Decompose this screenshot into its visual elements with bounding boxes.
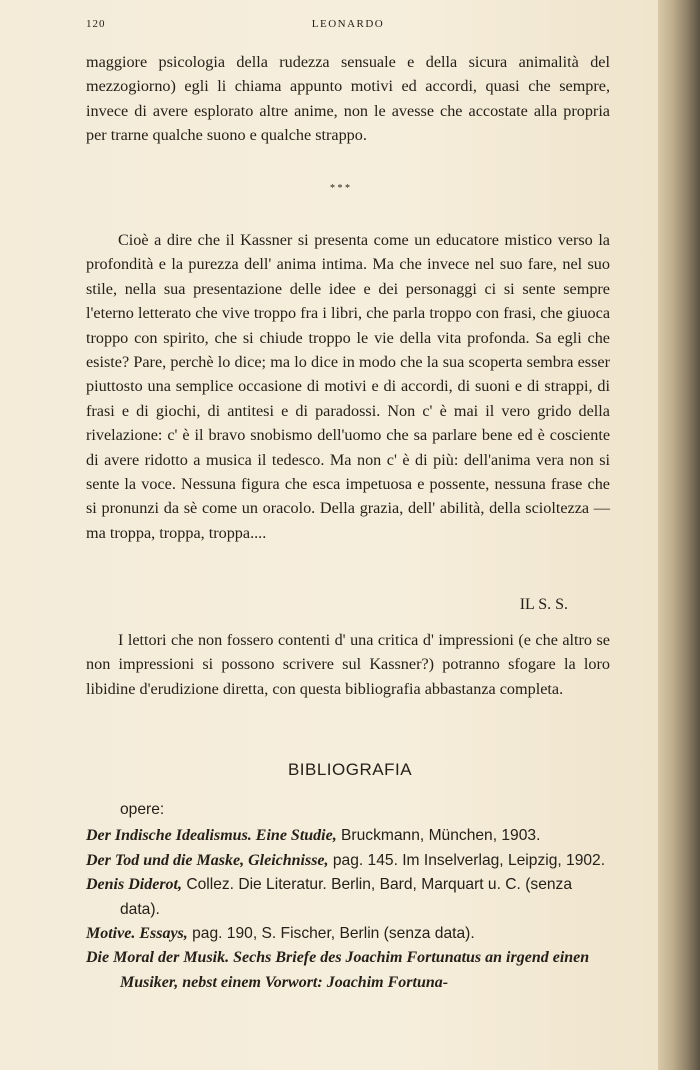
entry-details: pag. 190, S. Fischer, Berlin (senza data).: [187, 925, 475, 943]
paragraph-3: [86, 628, 610, 701]
author-signature: IL S. S.: [519, 596, 568, 613]
paragraph-1-text: maggiore psicologia della rudezza sensuale e della sicura animalità del mezzogiorno) egli li chiama appunto motivi ed accordi, quasi che sempre, invece di avere esplorato altre anime, non le avesse che accostate alla propria per trarne qualche suono e qualche strappo.: [86, 53, 610, 145]
paragraph-2-text: Cioè a dire che il Kassner si presenta come un educatore mistico verso la profondità e la purezza dell' anima intima. Ma che invece nel suo fare, nel suo stile, nella sua presentazione delle idee e dei personaggi ci si sente sempre l'eterno letterato che vive troppo fra i libri, che parla troppo con frasi, che giuoca troppo con spirito, che si chiude troppo le vie della vita profonda. Sa egli che esiste? Pare, perchè lo dice; ma lo dice in modo che la sua scoperta sembra esser piuttosto una semplice occasione di motivi e di accordi, di suoni e di strappi, di frasi e di giochi, di antitesi e di paradossi. Non c' è mai il vero grido della rivelazione: c' è il bravo snobismo dell'uomo che sa parlare bene ed è cosciente di avere ridotto a musica il tedesco. Ma non c' è di più: dell'anima vera non si sente la voce. Nessuna figura che esca impetuosa e possente, nessuna frase che si pronunzi da sè come un oracolo. Della grazia, dell' abilità, della scioltezza — ma troppa, troppa, troppa....: [86, 231, 610, 542]
page-number: 120: [86, 18, 106, 30]
entry-details: Bruckmann, München, 1903.: [336, 827, 541, 845]
bibliography-entry: [86, 873, 610, 922]
bibliography-subheading: opere:: [120, 801, 165, 818]
bibliography-entry: [86, 922, 610, 946]
entry-title: Der Indische Idealismus. Eine Studie,: [86, 827, 337, 845]
paragraph-1: [86, 50, 610, 148]
entry-title: Die Moral der Musik. Sechs Briefe des Joachim Fortunatus an irgend einen Musiker, nebst einem Vorwort: Joachim Fortuna-: [86, 949, 590, 991]
paragraph-3-text: I lettori che non fossero contenti d' una critica d' impressioni (e che altro se non impressioni si possono scrivere sul Kassner?) potranno sfogare la loro libidine d'erudizione diretta, con questa bibliografia abbastanza completa.: [86, 631, 610, 698]
section-separator: * * *: [330, 183, 350, 194]
bibliography-title: BIBLIOGRAFIA: [287, 760, 413, 779]
entry-title: Der Tod und die Maske, Gleichnisse,: [86, 851, 329, 869]
entry-title: Denis Diderot,: [86, 876, 182, 894]
bibliography-entry: [86, 824, 610, 848]
page-header: [86, 18, 610, 38]
entry-title: Motive. Essays,: [86, 925, 188, 943]
paragraph-2: [86, 228, 610, 545]
bibliography-entry: [86, 849, 610, 873]
page-edge: [658, 0, 700, 1070]
entry-details: pag. 145. Im Inselverlag, Leipzig, 1902.: [328, 851, 606, 869]
bibliography-entry: [86, 946, 610, 995]
bibliography-list: [86, 798, 610, 995]
entry-details: Collez. Die Literatur. Berlin, Bard, Marquart u. C. (senza data).: [120, 876, 573, 918]
running-head: LEONARDO: [311, 18, 385, 30]
